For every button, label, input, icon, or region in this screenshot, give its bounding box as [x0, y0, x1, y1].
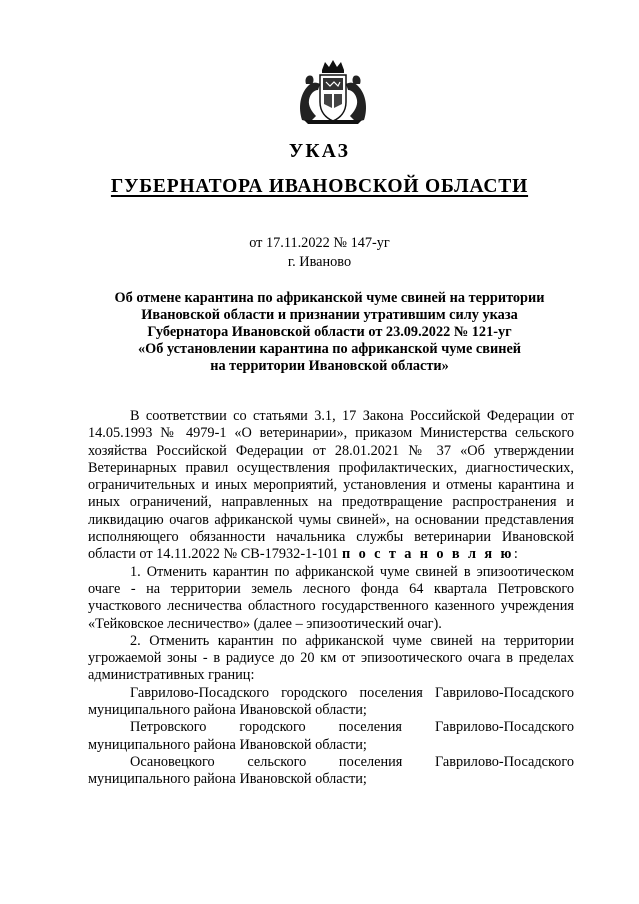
decree-heading	[80, 290, 579, 375]
item-1-paragraph: 1. Отменить карантин по африканской чуме свиней в эпизоотическом очаге - на территории земель лесного фонда 64 квартала Петровского участкового лесничества областного государственного казенного учреждения «Тейковское лесничество» (далее – эпизоотический очаг).	[88, 563, 574, 632]
area-paragraph: Осановецкого сельского поселения Гаврилово-Посадского муниципального района Ивановской области;	[88, 753, 574, 788]
decree-subtitle: ГУБЕРНАТОРА ИВАНОВСКОЙ ОБЛАСТИ	[110, 176, 529, 197]
area-paragraph: Гаврилово-Посадского городского поселения Гаврилово-Посадского муниципального района Ивановской области;	[88, 684, 574, 719]
coat-of-arms-icon	[296, 60, 370, 126]
preamble-text: В соответствии со статьями 3.1, 17 Закона Российской Федерации от 14.05.1993 № 4979-1 «О ветеринарии», приказом Министерства сельского хозяйства Российской Федерации от 28.01.2021 № 37 «Об утверждении Ветеринарных правил осуществления профилактических, диагностических, ограничительных и иных мероприятий, установления и отмены карантина и иных ограничений, направленных на предотвращение распространения и ликвидацию очагов африканской чумы свиней», на основании представления исполняющего обязанности начальника службы ветеринарии Ивановской области от 14.11.2022 № СВ-17932-1-101	[88, 408, 574, 563]
heading-line: Губернатора Ивановской области от 23.09.2022 № 121-уг	[147, 324, 512, 340]
heading-line: Ивановской области и признании утратившим силу указа	[141, 307, 518, 323]
decree-city: г. Иваново	[287, 254, 352, 270]
decree-body	[88, 408, 574, 789]
decree-word: п о с т а н о в л я ю	[342, 546, 514, 563]
heading-line: Об отмене карантина по африканской чуме свиней на территории	[114, 290, 545, 306]
area-paragraph: Петровского городского поселения Гаврилово-Посадского муниципального района Ивановской области;	[88, 719, 574, 753]
preamble-paragraph	[88, 408, 574, 564]
decree-date-number: от 17.11.2022 № 147-уг	[249, 235, 390, 251]
heading-line: на территории Ивановской области»	[210, 358, 449, 374]
decree-colon: :	[513, 546, 518, 563]
decree-title: УКАЗ	[288, 141, 351, 162]
item-2-paragraph: 2. Отменить карантин по африканской чуме свиней на территории угрожаемой зоны - в радиусе до 20 км от эпизоотического очага в пределах административных границ:	[88, 632, 574, 684]
heading-line: «Об установлении карантина по африканской чуме свиней	[137, 341, 522, 357]
